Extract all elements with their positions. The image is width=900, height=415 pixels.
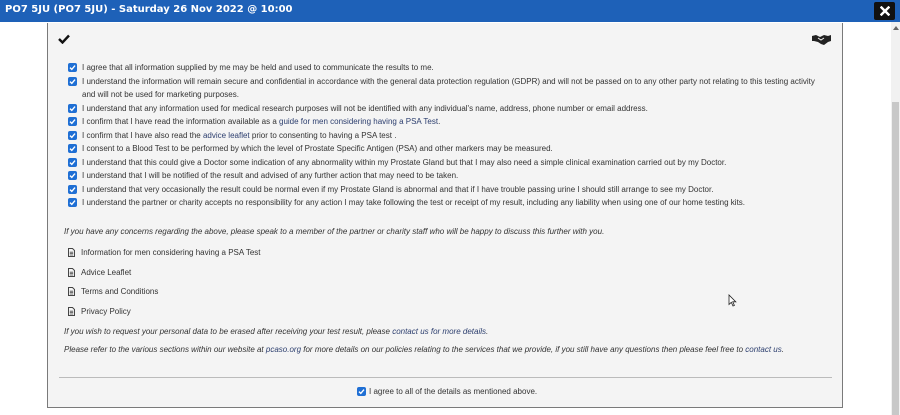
consent-item-gdpr bbox=[68, 75, 828, 102]
scroll-up-arrow[interactable] bbox=[891, 26, 900, 34]
close-button[interactable] bbox=[874, 2, 895, 20]
consent-checkbox[interactable] bbox=[68, 131, 77, 140]
window-title: PO7 5JU (PO7 5JU) - Saturday 26 Nov 2022 @ 10:00 bbox=[5, 4, 293, 15]
consent-checkbox[interactable] bbox=[68, 63, 77, 72]
erase-data-notice bbox=[64, 327, 488, 336]
handshake-icon bbox=[811, 33, 832, 46]
website-notice-end: . bbox=[781, 345, 784, 354]
website-notice-text: Please refer to the various sections within our website at bbox=[64, 345, 266, 354]
chevron-up-icon bbox=[893, 26, 899, 30]
consent-text: I agree that all information supplied by me may be held and used to communicate the results to me. bbox=[82, 63, 434, 72]
consent-text: I understand that I will be notified of the result and advised of any further action that may need to be taken. bbox=[82, 171, 459, 180]
concerns-notice: If you have any concerns regarding the above, please speak to a member of the partner or charity staff who will be happy to discuss this further with you. bbox=[64, 227, 605, 236]
consent-item-leaflet bbox=[68, 129, 828, 143]
document-icon bbox=[68, 248, 75, 257]
website-notice-middle: for more details on our policies relating to the services that we provide, if you still have any questions then please feel free to bbox=[301, 345, 746, 354]
erase-notice-end: . bbox=[486, 327, 489, 336]
document-list bbox=[68, 247, 261, 325]
agree-all-label: I agree to all of the details as mentioned above. bbox=[369, 387, 538, 396]
consent-checkbox[interactable] bbox=[68, 144, 77, 153]
document-link-terms[interactable] bbox=[68, 286, 261, 306]
agree-all-row[interactable] bbox=[357, 386, 537, 397]
consent-checkbox[interactable] bbox=[68, 185, 77, 194]
guide-link[interactable]: guide for men considering having a PSA Test bbox=[279, 117, 439, 126]
close-icon[interactable] bbox=[880, 6, 890, 16]
consent-item-research bbox=[68, 102, 828, 116]
document-label: Information for men considering having a PSA Test bbox=[81, 248, 261, 257]
consent-item-notified bbox=[68, 169, 828, 183]
consent-checkbox[interactable] bbox=[68, 171, 77, 180]
consent-text: I understand that this could give a Doctor some indication of any abnormality within my Prostate Gland but that I may also need a simple clinical examination carried out by my Doctor. bbox=[82, 157, 727, 167]
scroll-thumb[interactable] bbox=[892, 102, 899, 415]
consent-text: I consent to a Blood Test to be performed by which the level of Prostate Specific Antigen (PSA) and other markers may be measured. bbox=[82, 144, 553, 153]
consent-text: I understand that any information used for medical research purposes will not be identified with any individual's name, address, phone number or email address. bbox=[82, 103, 648, 113]
document-icon bbox=[68, 307, 75, 316]
vertical-scrollbar[interactable] bbox=[891, 22, 900, 415]
advice-leaflet-link[interactable]: advice leaflet bbox=[202, 130, 250, 140]
consent-text-end: . bbox=[438, 117, 441, 126]
consent-checkbox[interactable] bbox=[68, 104, 77, 113]
website-notice bbox=[64, 345, 784, 354]
erase-notice-text: If you wish to request your personal data to be erased after receiving your test result, please bbox=[64, 327, 393, 336]
contact-details-link[interactable]: contact us for more details bbox=[392, 327, 487, 336]
document-label: Privacy Policy bbox=[81, 306, 131, 316]
document-link-privacy[interactable] bbox=[68, 306, 261, 326]
title-bar bbox=[0, 0, 900, 22]
document-label: Terms and Conditions bbox=[81, 287, 159, 296]
consent-item-doctor bbox=[68, 156, 828, 170]
document-icon bbox=[68, 287, 75, 296]
consent-checkbox[interactable] bbox=[68, 77, 77, 86]
agree-all-checkbox[interactable] bbox=[357, 387, 366, 396]
consent-item-blood-test bbox=[68, 142, 828, 156]
contact-us-link[interactable]: contact us bbox=[745, 345, 782, 354]
consent-text: I understand the information will remain secure and confidential in accordance with the general data protection regulation (GDPR) and will not be passed on to any other party not relating to this testing activity and will not be used for marketing purposes. bbox=[82, 76, 815, 99]
consent-item-gdpr-use bbox=[68, 61, 828, 75]
consent-list bbox=[68, 61, 828, 210]
consent-text: I understand the partner or charity accepts no responsibility for any action I may take following the test or receipt of my result, including any liability when using one of our home testing kits. bbox=[82, 198, 746, 207]
consent-checkbox[interactable] bbox=[68, 158, 77, 167]
consent-item-guide bbox=[68, 115, 828, 129]
consent-item-normal-result bbox=[68, 183, 828, 197]
consent-text-end: prior to consenting to having a PSA test . bbox=[249, 130, 397, 140]
divider bbox=[59, 377, 832, 378]
document-link-advice-leaflet[interactable] bbox=[68, 267, 261, 287]
consent-text: I confirm that I have also read the bbox=[82, 130, 203, 140]
document-link-psa-info[interactable] bbox=[68, 247, 261, 267]
consent-checkbox[interactable] bbox=[68, 117, 77, 126]
check-icon bbox=[58, 34, 70, 44]
consent-text: I confirm that I have read the information available as a bbox=[82, 117, 279, 126]
consent-checkbox[interactable] bbox=[68, 198, 77, 207]
website-link[interactable]: pcaso.org bbox=[265, 345, 302, 354]
document-label: Advice Leaflet bbox=[81, 267, 132, 277]
consent-item-liability bbox=[68, 196, 828, 210]
mouse-cursor-icon bbox=[728, 294, 737, 307]
document-icon bbox=[68, 268, 75, 277]
consent-text: I understand that very occasionally the result could be normal even if my Prostate Gland is abnormal and that if I have trouble passing urine I should still arrange to see my Doctor. bbox=[82, 184, 714, 194]
